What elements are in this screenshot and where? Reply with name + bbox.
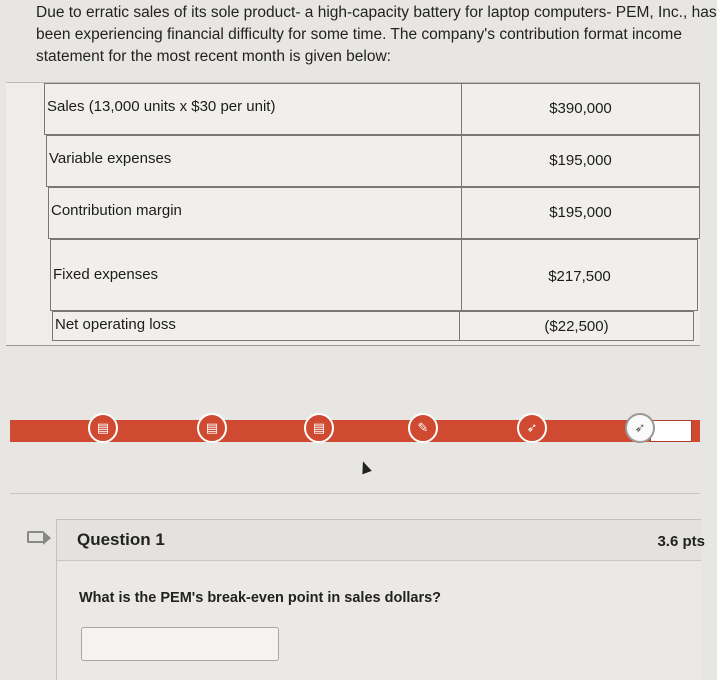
row-label: Contribution margin [51,202,182,219]
question-header [57,520,705,561]
toolbar-endcap [650,420,692,442]
row-value: $390,000 [549,100,612,117]
rich-content-toolbar [10,420,700,442]
row-label-cell [44,83,462,135]
rocket-icon[interactable]: ➶ [625,413,655,443]
document-icon[interactable]: ▤ [304,413,334,443]
row-value: ($22,500) [544,318,609,335]
row-value-cell [461,239,698,311]
section-divider [10,493,700,494]
row-label: Sales (13,000 units x $30 per unit) [47,98,276,115]
flag-question-icon[interactable] [27,531,43,543]
edit-document-icon[interactable]: ✎ [408,413,438,443]
document-icon[interactable]: ▤ [197,413,227,443]
intro-paragraph [36,2,717,68]
row-value-cell [459,311,694,341]
row-label-cell [46,135,462,187]
question-points: 3.6 pts [657,533,705,550]
mouse-cursor-icon [358,460,372,475]
intro-line-1: Due to erratic sales of its sole product- a high-capacity battery for laptop computers- PEM, Inc., has [36,4,717,21]
question-title: Question 1 [77,530,165,549]
row-value-cell [461,135,700,187]
row-value-cell [461,83,700,135]
document-icon[interactable]: ▤ [88,413,118,443]
row-label-cell [48,187,462,239]
table-row [48,187,700,239]
answer-input[interactable] [81,627,279,661]
table-row [46,135,700,187]
income-statement-table [6,82,700,346]
intro-line-2: been experiencing financial difficulty for some time. The company's contribution format income [36,26,682,43]
table-row [52,311,694,341]
row-label: Variable expenses [49,150,172,167]
rocket-icon[interactable]: ➶ [517,413,547,443]
row-value: $217,500 [548,268,611,285]
table-row [50,239,698,311]
row-value-cell [461,187,700,239]
question-prompt: What is the PEM's break-even point in sales dollars? [79,590,442,606]
row-label-cell [52,311,460,341]
question-card [56,519,705,680]
row-value: $195,000 [549,204,612,221]
table-row [44,83,700,135]
row-label-cell [50,239,462,311]
row-label: Fixed expenses [53,266,159,283]
row-label: Net operating loss [55,316,176,333]
intro-line-3: statement for the most recent month is given below: [36,48,391,65]
row-value: $195,000 [549,152,612,169]
